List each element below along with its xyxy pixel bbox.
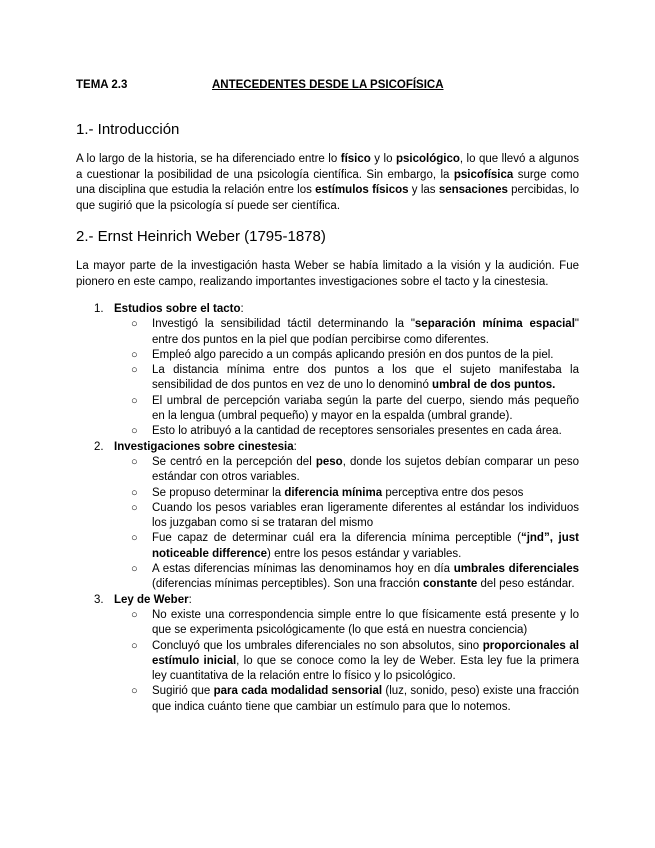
sub-list-item — [114, 348, 579, 363]
circle-bullet-icon: ○ — [131, 639, 138, 652]
bold-text: constante — [423, 578, 478, 591]
bold-text: “jnd”, just noticeable difference — [152, 532, 579, 560]
text-run: Concluyó que los umbrales diferenciales no son absolutos, sino — [152, 639, 483, 652]
sub-list-item — [114, 455, 579, 486]
text-run: surge como una disciplina que estudia la relación entre los — [76, 168, 580, 197]
weber-paragraph — [76, 259, 579, 290]
sub-list-item — [114, 501, 579, 532]
list-item-weber-law: 3. Ley de Weber: ○ No existe una correspondencia simple entre lo que físicamente está presente y lo que se experimenta psicológicamente (lo que está en nuestra conciencia) ○ Concluyó que los umbrales diferenciales no son absolutos, sino proporcionales al estímulo inicial, lo que se conoce como la ley de Weber. Esta ley fue la primera ley cuantitativa de la relación entre lo físico y lo psicológico. ○ Sugirió que para cada modalidad sensorial (luz, sonido, peso) existe una fracción que indica cuánto tiene que cambiar un estímulo para que lo notemos. — [76, 593, 579, 715]
text-run: No existe una correspondencia simple entre lo que físicamente está presente y lo que se experimenta psicológicamente (lo que está en nuestra conciencia) — [152, 608, 579, 637]
text-run: Sugirió que — [152, 685, 214, 698]
text-run: Fue capaz de determinar cuál era la diferencia mínima perceptible ( — [152, 532, 521, 545]
sub-list-item — [114, 684, 579, 715]
sub-list-item — [114, 394, 579, 425]
circle-bullet-icon: ○ — [131, 425, 138, 438]
text-run: ) entre los pesos estándar y variables. — [267, 547, 462, 560]
text-run: La mayor parte de la investigación hasta Weber se había limitado a la visión y la audición. Fue pionero en este campo, realizando importantes investigaciones sobre el tacto y la cinestesia. — [76, 260, 579, 288]
text-run: del peso estándar. — [477, 578, 575, 591]
bold-text: peso — [315, 455, 343, 468]
bold-text: psicofísica — [453, 168, 514, 181]
circle-bullet-icon: ○ — [131, 455, 138, 468]
text-run: y las — [408, 184, 439, 197]
circle-bullet-icon: ○ — [131, 318, 138, 331]
sub-list — [114, 608, 579, 715]
bold-text: diferencia mínima — [284, 486, 383, 499]
text-run: Cuando los pesos variables eran ligeramente diferentes al estándar los individuos los juzgaban como si se trataran del mismo — [152, 501, 579, 530]
text-run: El umbral de percepción variaba según la parte del cuerpo, siendo más pequeño en la lengua (umbral pequeño) y mayor en la espalda (umbral grande). — [152, 394, 579, 423]
text-run: Empleó algo parecido a un compás aplicando presión en dos puntos de la piel. — [152, 348, 554, 361]
document-title: ANTECEDENTES DESDE LA PSICOFÍSICA — [212, 79, 444, 91]
bold-text: separación mínima espacial — [414, 318, 575, 331]
list-number: 3. — [94, 593, 104, 606]
list-item-title: Investigaciones sobre cinestesia — [114, 440, 294, 453]
text-run: Se centró en la percepción del — [152, 455, 316, 468]
topic-number: TEMA 2.3 — [76, 79, 128, 91]
sub-list — [114, 317, 579, 439]
text-run: A lo largo de la historia, se ha diferenciado entre lo — [76, 153, 341, 165]
list-number: 1. — [94, 303, 104, 315]
text-run: , lo que se conoce como la ley de Weber. Esta ley fue la primera ley cuantitativa de la relación entre lo físico y lo psicológico. — [152, 654, 580, 683]
text-run: y lo — [370, 153, 396, 165]
text-run: La distancia mínima entre dos puntos a los que el sujeto manifestaba la sensibilidad de dos puntos en vez de uno lo denominó — [152, 364, 579, 392]
bold-text: umbrales diferenciales — [453, 563, 579, 576]
list-item-touch: 1. Estudios sobre el tacto: ○ Investigó la sensibilidad táctil determinando la "separación mínima espacial" entre dos puntos en la piel que podían percibirse como diferentes. ○ Empleó algo parecido a un compás aplicando presión en dos puntos de la piel. ○ La distancia mínima entre dos puntos a los que el sujeto manifestaba la sensibilidad de dos puntos en vez de uno lo denominó umbral de dos puntos. ○ El umbral de percepción variaba según la parte del cuerpo, siendo más pequeño en la lengua (umbral pequeño) y mayor en la espalda (umbral grande). ○ Esto lo atribuyó a la cantidad de receptores sensoriales presentes en cada área. — [76, 302, 579, 440]
bold-text: físico — [340, 153, 371, 165]
text-run: , lo que llevó a algunos a cuestionar la posibilidad de una psicología científica. Sin embargo, la — [76, 153, 579, 181]
bold-text: proporcionales al estímulo inicial — [152, 639, 579, 667]
bold-text: para cada modalidad sensorial — [213, 685, 383, 698]
text-run: Se propuso determinar la — [152, 486, 285, 499]
text-run: Investigó la sensibilidad táctil determinando la " — [152, 318, 415, 331]
section-heading-weber: 2.- Ernst Heinrich Weber (1795-1878) — [76, 228, 326, 245]
list-number: 2. — [94, 440, 104, 453]
circle-bullet-icon: ○ — [131, 532, 138, 545]
text-run: (luz, sonido, peso) existe una fracción que indica cuánto tiene que cambiar un estímulo para que lo notemos. — [152, 685, 580, 713]
section-heading-introduction: 1.- Introducción — [76, 121, 180, 138]
text-run: " entre dos puntos en la piel que podían percibirse como diferentes. — [152, 318, 579, 346]
text-run: percibidas, lo que sugirió que la psicología sí puede ser científica. — [76, 184, 579, 212]
sub-list-item — [114, 639, 579, 685]
circle-bullet-icon: ○ — [131, 364, 138, 377]
intro-paragraph — [76, 152, 579, 214]
circle-bullet-icon: ○ — [131, 563, 138, 576]
text-run: Esto lo atribuyó a la cantidad de receptores sensoriales presentes en cada área. — [152, 425, 562, 438]
sub-list-item — [114, 531, 579, 562]
sub-list-item — [114, 608, 579, 639]
bold-text: sensaciones — [438, 184, 508, 197]
weber-studies-list — [76, 302, 579, 715]
sub-list-item — [114, 562, 579, 593]
list-item-kinesthesia: 2. Investigaciones sobre cinestesia: ○ Se centró en la percepción del peso, donde los sujetos debían comparar un peso estándar con otros variables. ○ Se propuso determinar la diferencia mínima perceptiva entre dos pesos ○ Cuando los pesos variables eran ligeramente diferentes al estándar los individuos los juzgaban como si se trataran del mismo ○ Fue capaz de determinar cuál era la diferencia mínima perceptible (“jnd”, just noticeable difference) entre los pesos estándar y variables. ○ A estas diferencias mínimas las denominamos hoy en día umbrales diferenciales (diferencias mínimas perceptibles). Son una fracción constante del peso estándar. — [76, 440, 579, 593]
sub-list-item — [114, 363, 579, 394]
list-item-title: Estudios sobre el tacto — [114, 303, 241, 315]
bold-text: psicológico — [395, 153, 460, 165]
sub-list-item — [114, 317, 579, 348]
bold-text: umbral de dos puntos. — [432, 379, 556, 392]
circle-bullet-icon: ○ — [131, 608, 138, 621]
circle-bullet-icon: ○ — [131, 394, 138, 407]
circle-bullet-icon: ○ — [131, 501, 138, 514]
list-item-title: Ley de Weber — [114, 593, 189, 606]
text-run: A estas diferencias mínimas las denominamos hoy en día — [152, 563, 454, 576]
sub-list — [114, 455, 579, 593]
sub-list-item — [114, 486, 579, 501]
circle-bullet-icon: ○ — [131, 486, 138, 499]
sub-list-item — [114, 424, 579, 439]
text-run: , donde los sujetos debían comparar un peso estándar con otros variables. — [152, 455, 580, 484]
circle-bullet-icon: ○ — [131, 685, 138, 698]
bold-text: estímulos físicos — [315, 184, 409, 197]
circle-bullet-icon: ○ — [131, 348, 138, 361]
text-run: perceptiva entre dos pesos — [382, 486, 524, 499]
text-run: (diferencias mínimas perceptibles). Son una fracción — [152, 578, 424, 591]
